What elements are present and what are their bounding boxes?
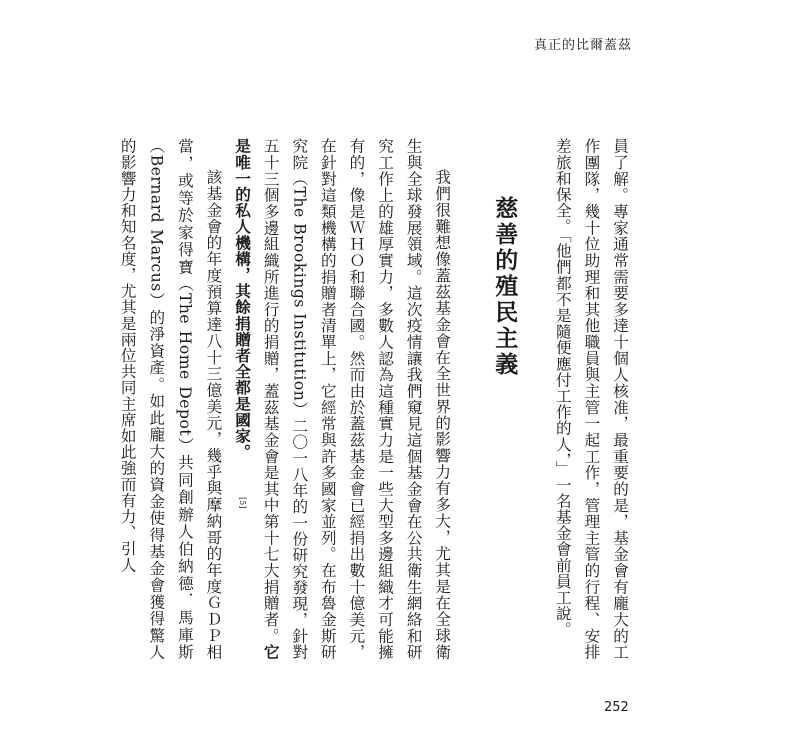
running-head: 真正的比爾蓋茲: [533, 38, 632, 53]
paragraph: [227, 138, 456, 660]
page-number: 252: [604, 700, 629, 715]
paragraph-continued: 員了解。專家通常需要多達十個人核准，最重要的是，基金會有龐大的工作團隊，幾十位助理和其他職員與主管一起工作，管理主管的行程、安排差旅和保全。「他們都不是隨便應付工作的人，」一名基金會前員工說。: [553, 138, 629, 660]
page-text: [118, 138, 634, 660]
section-heading: 慈善的殖民主義: [491, 195, 519, 378]
paragraph: 該基金會的年度預算達八十三億美元，幾乎與摩納哥的年度ＧＤＰ相當，或等於家得寶（The Home Depot）共同創辦人伯納德．馬庫斯（Bernard Marcus）的淨資產。如此龐大的資金使得基金會獲得驚人的影響力和知名度，尤其是兩位共同主席如此強而有力、引人: [118, 138, 223, 660]
footnote-reference[interactable]: [5]: [238, 497, 248, 509]
paragraph-text: 我們很難想像蓋茲基金會在全世界的影響力有多大，尤其是在全球衛生與全球發展領域。這次疫情讓我們窺見這個基金會在公共衛生網絡和研究工作上的雄厚實力，多數人認為這種實力是一些大型多邊組織才可能擁有的，像是ＷＨＯ和聯合國。然而由於蓋茲基金會已經捐出數十億美元，在針對這類機構的捐贈者清單上，它經常與許多國家並列。在布魯金斯研究院（The Brookings Institution）二〇一八年的一份研究發現，針對五十三個多邊組織所進行的捐贈，蓋茲基金會是其中第十七大捐贈者。: [261, 138, 452, 660]
paragraph-emphasis: 它是唯一的私人機構，其餘捐贈者全都是國家。: [233, 138, 281, 660]
